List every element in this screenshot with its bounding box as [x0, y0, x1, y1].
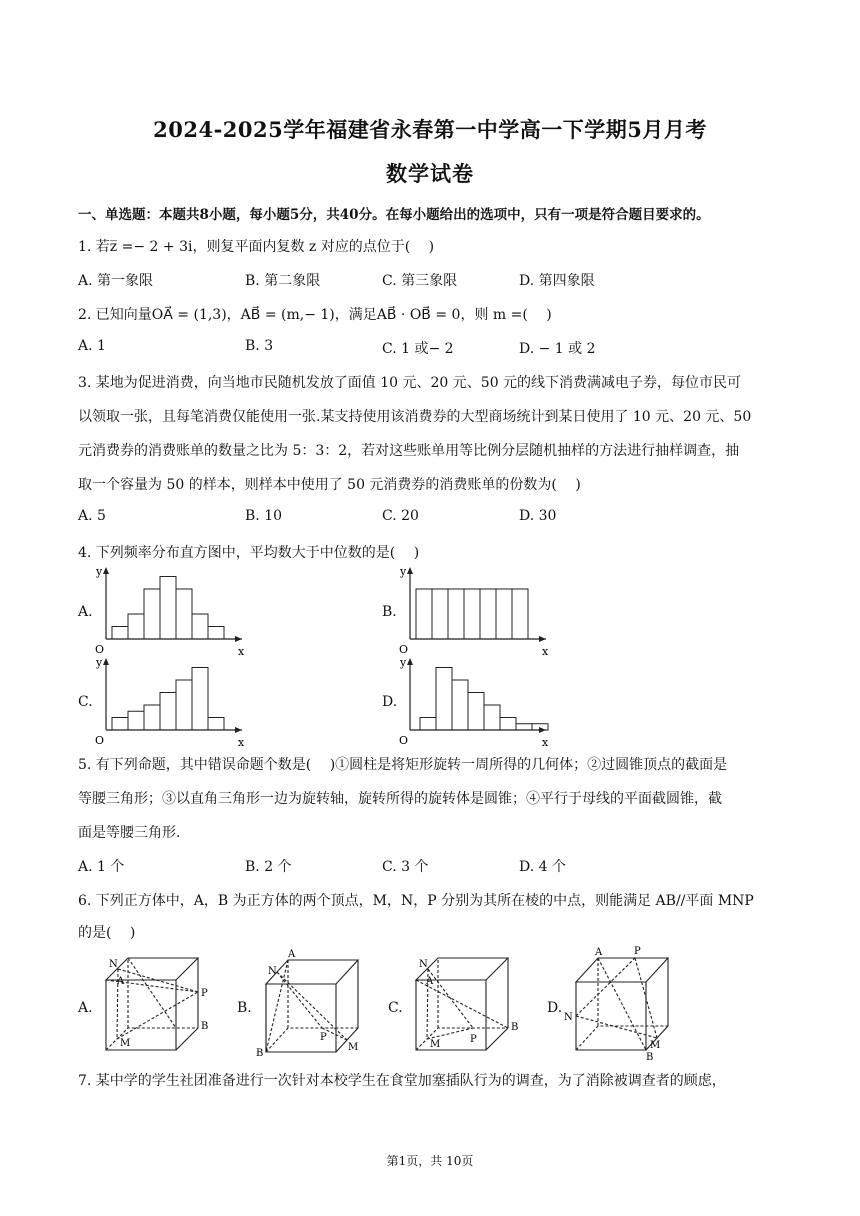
label-a: A [595, 947, 603, 958]
histogram-a [92, 563, 252, 658]
q6-label-a: A. [78, 1000, 93, 1016]
q2-option-c: C. 1 或− 2 [382, 341, 454, 357]
q1-option-a: A. 第一象限 [78, 273, 154, 289]
q6-label-d: D. [547, 1000, 563, 1016]
histogram-bar [144, 705, 160, 730]
y-axis-arrow [103, 658, 109, 665]
y-axis-label: y [400, 656, 407, 669]
q3-line-1: 3. 某地为促进消费，向当地市民随机发放了面值 10 元、20 元、50 元的线下消费满减电子券，每位市民可 [78, 375, 742, 391]
histogram-bar [432, 589, 448, 639]
q4-label-b: B. [382, 604, 397, 620]
q1-option-b: B. 第二象限 [245, 273, 321, 289]
label-p: P [470, 1034, 477, 1045]
label-a: A [288, 949, 296, 960]
histogram-bar [160, 693, 176, 731]
label-p: P [201, 988, 208, 999]
q4-label-d: D. [382, 694, 398, 710]
histogram-bar [112, 627, 128, 640]
q3-option-c: C. 20 [382, 508, 419, 524]
histogram-bar [420, 718, 436, 731]
label-p: P [320, 1032, 327, 1043]
y-axis-arrow [407, 658, 413, 665]
origin-label: O [399, 734, 409, 747]
x-axis-label: x [238, 645, 245, 658]
cube-figure-d [562, 944, 682, 1060]
q5-option-c: C. 3 个 [382, 859, 429, 875]
histogram-bar [128, 711, 144, 730]
label-b: B [646, 1052, 654, 1060]
q1-stem: 1. 若z̅ =− 2 + 3i，则复平面内复数 z 对应的点位于( ) [78, 239, 435, 255]
q5-option-a: A. 1 个 [78, 859, 125, 875]
section-heading: 一、单选题：本题共8小题，每小题5分，共40分。在每小题给出的选项中，只有一项是符合题目要求的。 [78, 207, 710, 223]
q4-label-a: A. [78, 604, 93, 620]
q2-option-a: A. 1 [78, 338, 106, 354]
q6-label-c: C. [388, 1000, 403, 1016]
histogram-bar [512, 589, 528, 639]
label-n: N [109, 959, 118, 970]
histogram-bar [480, 589, 496, 639]
histogram-bar [416, 589, 432, 639]
histogram-bar [160, 577, 176, 640]
histogram-bar [192, 614, 208, 639]
q3-line-2: 以领取一张，且每笔消费仅能使用一张.某支持使用该消费券的大型商场统计到某日使用了 10 元、20 元、50 [78, 409, 752, 425]
label-p: P [634, 946, 641, 957]
histogram-b [396, 563, 556, 658]
histogram-bar [208, 627, 224, 640]
x-axis-label: x [542, 645, 549, 658]
histogram-bar [448, 589, 464, 639]
histogram-d [396, 654, 556, 749]
q4-stem: 4. 下列频率分布直方图中，平均数大于中位数的是( ) [78, 545, 420, 561]
y-axis-arrow [407, 567, 413, 574]
x-axis-arrow [539, 636, 546, 642]
label-m: M [120, 1038, 131, 1049]
q5-option-b: B. 2 个 [245, 859, 292, 875]
cube-figure-b [252, 946, 372, 1058]
histogram-bar [500, 718, 516, 731]
q3-line-4: 取一个容量为 50 的样本，则样本中使用了 50 元消费券的消费账单的份数为( ) [78, 477, 581, 493]
q2-option-d: D. − 1 或 2 [519, 341, 596, 357]
q2-option-b: B. 3 [245, 338, 274, 354]
x-axis-label: x [542, 736, 549, 749]
histogram-bar [484, 705, 500, 730]
histogram-bar [436, 668, 452, 731]
label-m: M [348, 1042, 359, 1053]
q5-line-2: 等腰三角形；③以直角三角形一边为旋转轴，旋转所得的旋转体是圆锥；④平行于母线的平面截圆锥，截 [78, 791, 722, 807]
origin-label: O [399, 643, 409, 656]
q3-line-3: 元消费券的消费账单的数量之比为 5：3：2，若对这些账单用等比例分层随机抽样的方法进行抽样调查，抽 [78, 443, 740, 459]
x-axis-label: x [238, 736, 245, 749]
label-n: N [268, 966, 277, 977]
q7-stem: 7. 某中学的学生社团准备进行一次针对本校学生在食堂加塞插队行为的调查，为了消除被调查者的顾虑， [78, 1073, 726, 1089]
histogram-bar [192, 668, 208, 731]
exam-subtitle: 数学试卷 [386, 161, 474, 186]
q3-option-d: D. 30 [519, 508, 557, 524]
q3-option-a: A. 5 [78, 508, 106, 524]
histogram-bar [176, 589, 192, 639]
origin-label: O [95, 734, 105, 747]
x-axis-arrow [235, 636, 242, 642]
label-n: N [419, 959, 428, 970]
q6-line-1: 6. 下列正方体中，A，B 为正方体的两个顶点，M，N，P 分别为其所在棱的中点，则能满足 AB//平面 MNP [78, 893, 754, 909]
y-axis-arrow [103, 567, 109, 574]
histogram-bar [176, 680, 192, 730]
histogram-bar [496, 589, 512, 639]
q1-option-c: C. 第三象限 [382, 273, 458, 289]
label-b: B [511, 1022, 519, 1033]
q5-line-1: 5. 有下列命题，其中错误命题个数是( )①圆柱是将矩形旋转一周所得的几何体；②过圆锥顶点的截面是 [78, 757, 728, 773]
label-m: M [430, 1039, 441, 1050]
label-a: A [117, 976, 125, 987]
histogram-bar [128, 614, 144, 639]
q3-option-b: B. 10 [245, 508, 283, 524]
label-b: B [201, 1021, 209, 1032]
cube-figure-a [98, 950, 218, 1055]
histogram-bar [452, 680, 468, 730]
x-axis-arrow [235, 727, 242, 733]
q6-label-b: B. [237, 1000, 252, 1016]
histogram-bar [144, 589, 160, 639]
histogram-bar [468, 693, 484, 731]
y-axis-label: y [96, 565, 103, 578]
q2-stem: 2. 已知向量OA⃗ = (1,3)，AB⃗ = (m,− 1)，满足AB⃗ · OB⃗ = 0，则 m =( ) [78, 307, 552, 323]
q4-label-c: C. [78, 694, 93, 710]
label-b: B [256, 1048, 264, 1058]
q5-line-3: 面是等腰三角形. [78, 825, 181, 841]
label-a: A [426, 976, 434, 987]
histogram-bar [516, 724, 532, 730]
label-n: N [564, 1012, 573, 1023]
q5-option-d: D. 4 个 [519, 859, 566, 875]
q1-option-d: D. 第四象限 [519, 273, 595, 289]
label-m: M [650, 1040, 661, 1051]
y-axis-label: y [400, 565, 407, 578]
histogram-bar [112, 718, 128, 731]
exam-title: 2024-2025学年福建省永春第一中学高一下学期5月月考 [153, 117, 707, 142]
q6-line-2: 的是( ) [78, 925, 136, 941]
y-axis-label: y [96, 656, 103, 669]
origin-label: O [95, 643, 105, 656]
page-footer: 第1页，共 10页 [386, 1154, 474, 1168]
histogram-bar [464, 589, 480, 639]
histogram-bar [208, 718, 224, 731]
cube-figure-c [408, 950, 528, 1055]
histogram-c [92, 654, 252, 749]
